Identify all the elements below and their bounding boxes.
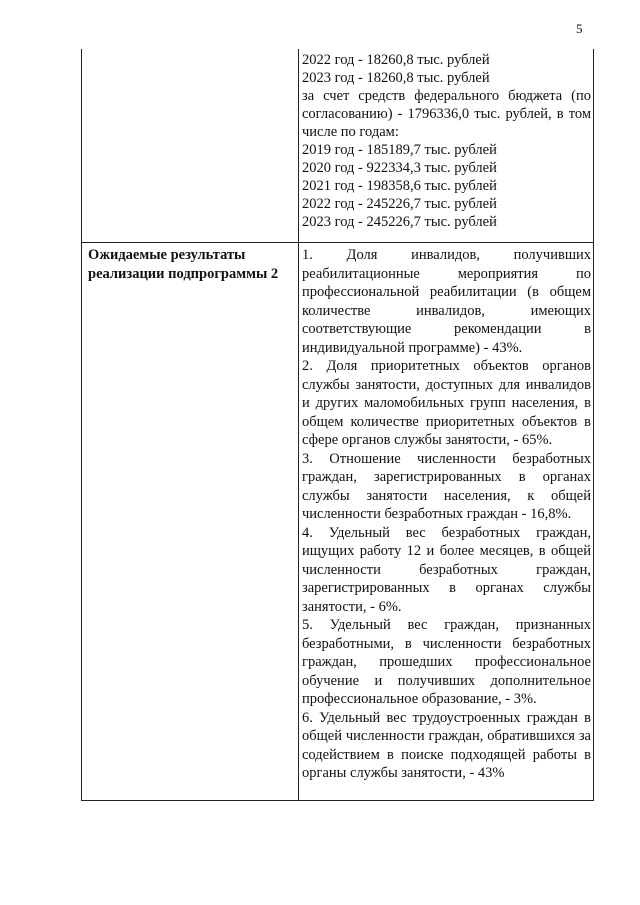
funding-line: 2022 год - 18260,8 тыс. рублей	[302, 52, 490, 68]
result-item: 4. Удельный вес безработных граждан, ищущих работу 12 и более месяцев, в общей численности безработных граждан, зарегистрированных в органах службы занятости, - 6%.	[302, 524, 591, 615]
federal-year-line: 2019 год - 185189,7 тыс. рублей	[302, 142, 497, 158]
result-item: 3. Отношение численности безработных граждан, зарегистрированных в органах службы занятости населения, к общей численности безработных граждан - 16,8%.	[302, 450, 591, 522]
result-item: 6. Удельный вес трудоустроенных граждан в общей численности граждан, обратившихся за содействием в поиске подходящей работы в органы службы занятости, - 43%	[302, 709, 591, 781]
federal-year-line: 2020 год - 922334,3 тыс. рублей	[302, 160, 497, 176]
program-table	[81, 49, 594, 801]
result-item: 5. Удельный вес граждан, признанных безработными, в численности безработных граждан, прошедших профессиональное обучение и получивших дополнительное профессиональное образование, - 3%.	[302, 617, 591, 707]
federal-year-line: 2021 год - 198358,6 тыс. рублей	[302, 178, 497, 194]
federal-budget-intro: за счет средств федерального бюджета (по согласованию) - 1796336,0 тыс. рублей, в том числе по годам:	[302, 88, 591, 140]
federal-year-line: 2022 год - 245226,7 тыс. рублей	[302, 196, 497, 212]
result-item: 1. Доля инвалидов, получивших реабилитационные мероприятия по профессиональной реабилитации (в общем количестве инвалидов, имеющих соответствующие рекомендации в индивидуальной программе) - 43%.	[302, 247, 591, 356]
funding-cell	[302, 51, 591, 231]
column-divider	[298, 49, 299, 800]
funding-line: 2023 год - 18260,8 тыс. рублей	[302, 70, 490, 86]
row-divider	[82, 242, 593, 243]
page-number: 5	[576, 21, 583, 36]
results-label: Ожидаемые результаты реализации подпрограммы 2	[88, 247, 279, 282]
federal-year-line: 2023 год - 245226,7 тыс. рублей	[302, 214, 497, 230]
results-list	[302, 246, 591, 783]
result-item: 2. Доля приоритетных объектов органов службы занятости, доступных для инвалидов и других маломобильных групп населения, в общем количестве приоритетных объектов в сфере органов службы занятости, - 65%.	[302, 358, 591, 448]
